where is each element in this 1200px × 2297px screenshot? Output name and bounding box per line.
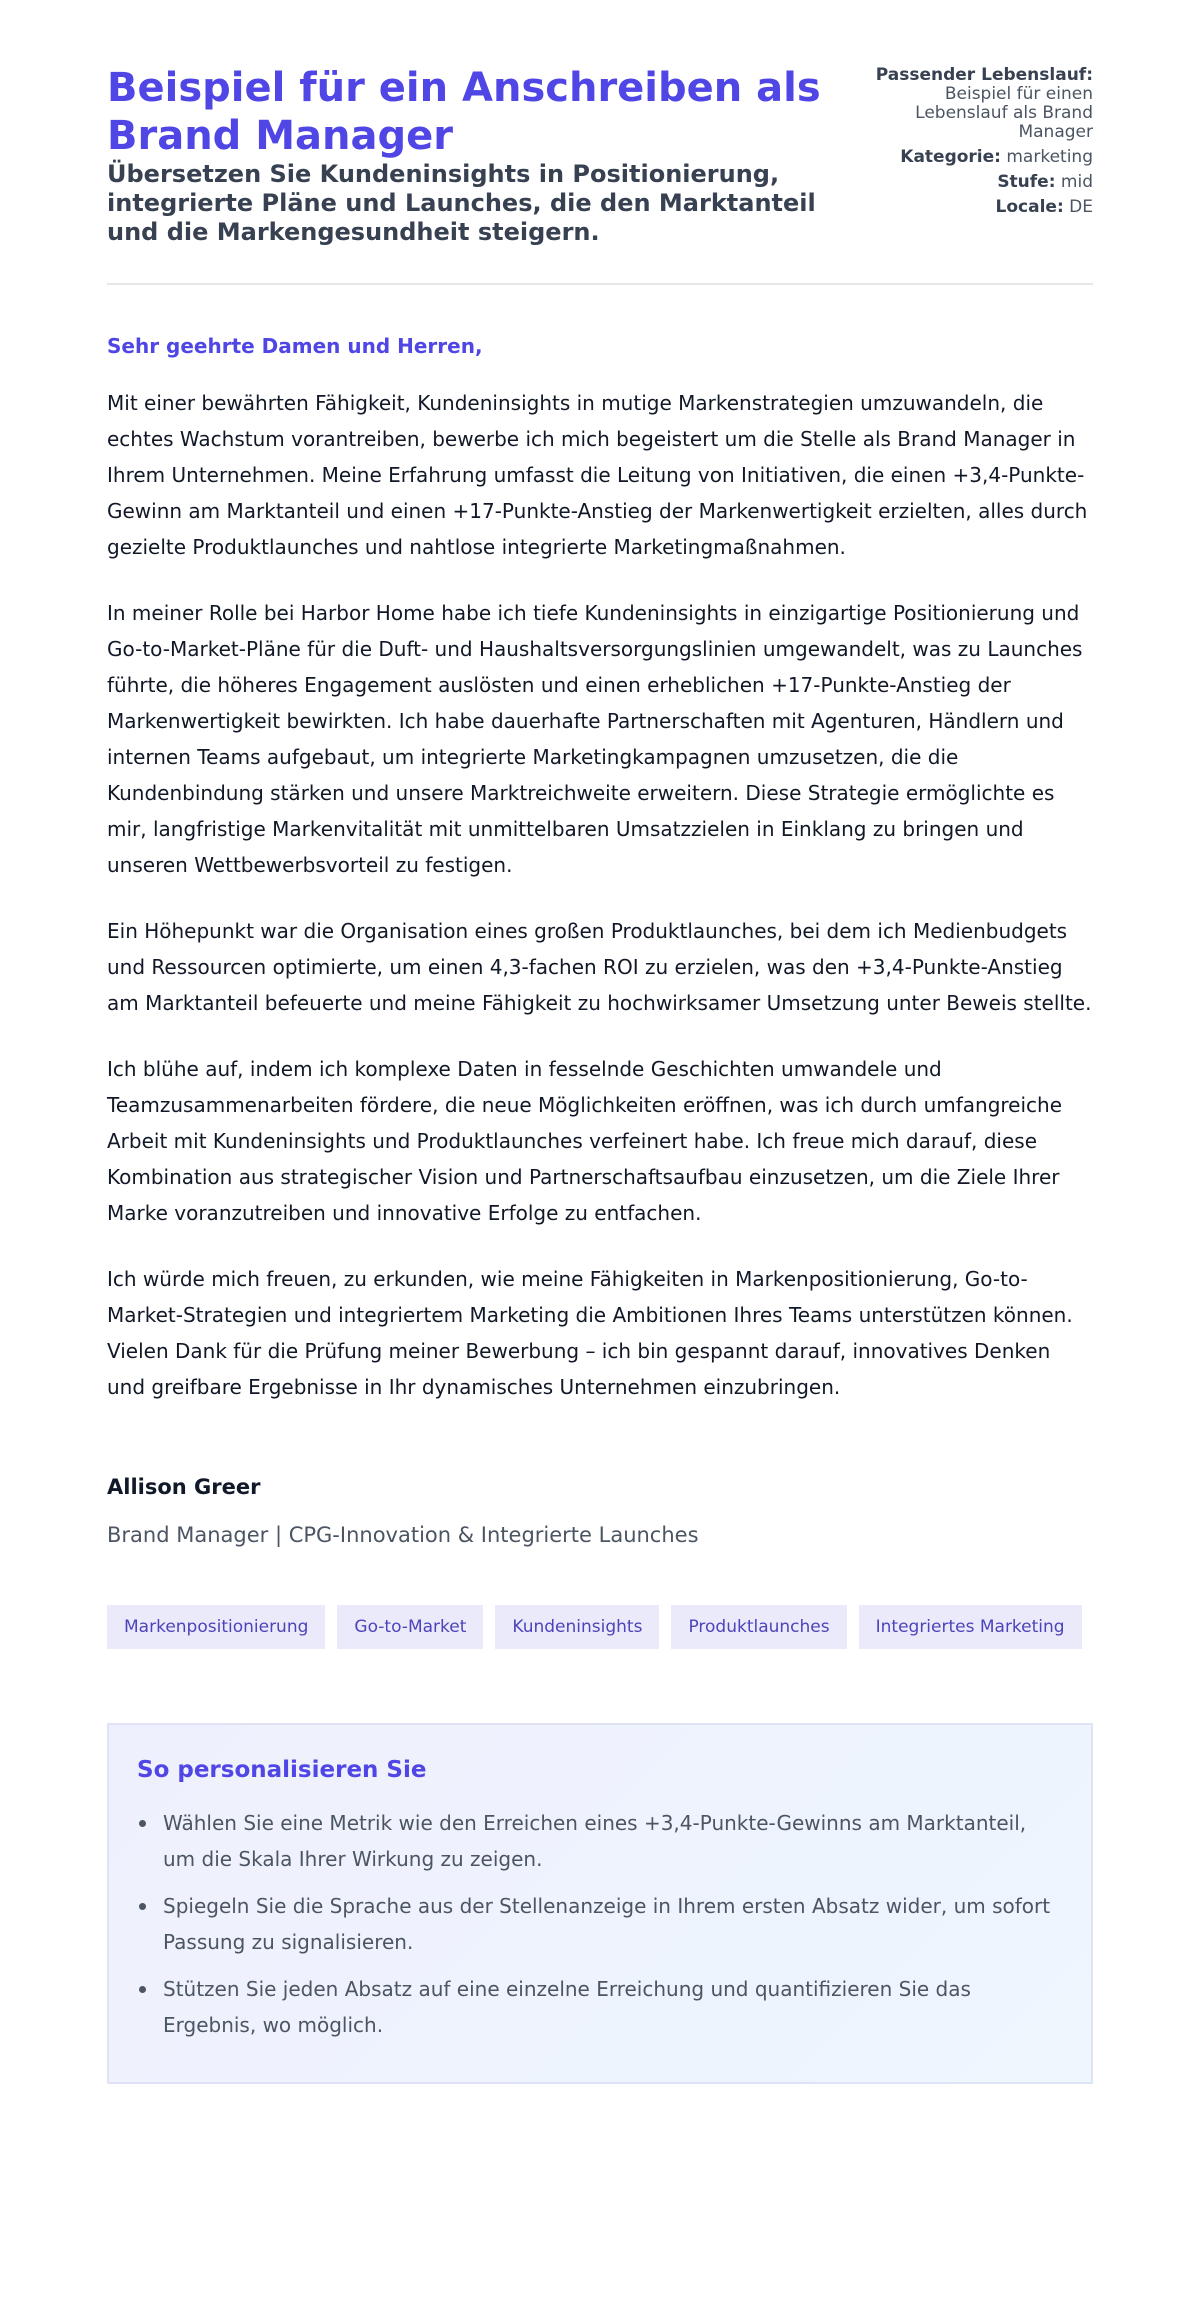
letter-paragraph-5: Ich würde mich freuen, zu erkunden, wie meine Fähigkeiten in Markenpositionierung, Go-to-Market-Strategien und integriertem Marketing die Ambitionen Ihres Teams unterstützen können. Vielen Dank für die Prüfung meiner Bewerbung – ich bin gespannt darauf, innovatives Denken und greifbare Ergebnisse in Ihr dynamisches Unternehmen einzubringen. — [107, 1267, 1073, 1399]
header-titles — [107, 64, 837, 247]
meta-level-value: mid — [1060, 172, 1093, 192]
tag-integriertes-marketing: Integriertes Marketing — [859, 1605, 1082, 1649]
personalization-tips-card — [107, 1723, 1093, 2084]
meta-panel — [853, 64, 1093, 223]
letter-paragraph-4: Ich blühe auf, indem ich komplexe Daten in fesselnde Geschichten umwandele und Teamzusammenarbeiten fördere, die neue Möglichkeiten eröffnen, was ich durch umfangreiche Arbeit mit Kundeninsights und Produktlaunches verfeinert habe. Ich freue mich darauf, diese Kombination aus strategischer Vision und Partnerschaftsaufbau einzusetzen, um die Ziele Ihrer Marke voranzutreiben und innovative Erfolge zu entfachen. — [107, 1057, 1063, 1225]
meta-level-label: Stufe: — [997, 172, 1056, 192]
tip-item: Stützen Sie jeden Absatz auf eine einzelne Erreichung und quantifizieren Sie das Ergebnis, wo möglich. — [137, 1971, 1063, 2043]
signature-title: Brand Manager | CPG-Innovation & Integrierte Launches — [107, 1523, 699, 1547]
meta-level — [853, 173, 1093, 192]
page-subtitle: Übersetzen Sie Kundeninsights in Positionierung, integrierte Pläne und Launches, die den Marktanteil und die Markengesundheit steigern. — [107, 160, 816, 246]
meta-category — [853, 148, 1093, 167]
letter-body — [107, 333, 1093, 1405]
skill-tags — [107, 1605, 1093, 1649]
signature-block — [107, 1473, 1093, 1549]
tag-markenpositionierung: Markenpositionierung — [107, 1605, 325, 1649]
tag-kundeninsights: Kundeninsights — [495, 1605, 659, 1649]
meta-category-label: Kategorie: — [900, 147, 1001, 167]
tip-item: Wählen Sie eine Metrik wie den Erreichen eines +3,4-Punkte-Gewinns am Marktanteil, um die Skala Ihrer Wirkung zu zeigen. — [137, 1805, 1063, 1877]
page-header — [107, 64, 1093, 285]
tips-list — [137, 1805, 1063, 2043]
letter-paragraph-2: In meiner Rolle bei Harbor Home habe ich tiefe Kundeninsights in einzigartige Positionierung und Go-to-Market-Pläne für die Duft- und Haushaltsversorgungslinien umgewandelt, was zu Launches führte, die höheres Engagement auslösten und einen erheblichen +17-Punkte-Anstieg der Markenwertigkeit bewirkten. Ich habe dauerhafte Partnerschaften mit Agenturen, Händlern und internen Teams aufgebaut, um integrierte Marketingkampagnen umzusetzen, die die Kundenbindung stärken und unsere Marktreichweite erweitern. Diese Strategie ermöglichte es mir, langfristige Markenvitalität mit unmittelbaren Umsatzzielen in Einklang zu bringen und unseren Wettbewerbsvorteil zu festigen. — [107, 601, 1083, 877]
salutation: Sehr geehrte Damen und Herren, — [107, 334, 483, 358]
letter-paragraph-3: Ein Höhepunkt war die Organisation eines großen Produktlaunches, bei dem ich Medienbudgets und Ressourcen optimierte, um einen 4,3-fachen ROI zu erzielen, was den +3,4-Punkte-Anstieg am Marktanteil befeuerte und meine Fähigkeit zu hochwirksamer Umsetzung unter Beweis stellte. — [107, 919, 1092, 1015]
meta-resume-label: Passender Lebenslauf: — [875, 65, 1093, 85]
cover-letter-page — [107, 0, 1093, 2084]
meta-category-value: marketing — [1006, 147, 1093, 167]
meta-locale-label: Locale: — [995, 197, 1064, 217]
meta-locale — [853, 198, 1093, 217]
tip-item: Spiegeln Sie die Sprache aus der Stellenanzeige in Ihrem ersten Absatz wider, um sofort Passung zu signalisieren. — [137, 1888, 1063, 1960]
page-title: Beispiel für ein Anschreiben als Brand Manager — [107, 65, 821, 159]
tips-title: So personalisieren Sie — [137, 1757, 427, 1783]
signature-name: Allison Greer — [107, 1475, 261, 1499]
meta-resume-value: Beispiel für einen Lebenslauf als Brand Manager — [915, 84, 1093, 142]
meta-locale-value: DE — [1069, 197, 1093, 217]
letter-paragraph-1: Mit einer bewährten Fähigkeit, Kundeninsights in mutige Markenstrategien umzuwandeln, die echtes Wachstum vorantreiben, bewerbe ich mich begeistert um die Stelle als Brand Manager in Ihrem Unternehmen. Meine Erfahrung umfasst die Leitung von Initiativen, die einen +3,4-Punkte-Gewinn am Marktanteil und einen +17-Punkte-Anstieg der Markenwertigkeit erzielten, alles durch gezielte Produktlaunches und nahtlose integrierte Marketingmaßnahmen. — [107, 391, 1088, 559]
tag-produktlaunches: Produktlaunches — [671, 1605, 846, 1649]
meta-matching-resume — [853, 66, 1093, 142]
tag-go-to-market: Go-to-Market — [337, 1605, 483, 1649]
